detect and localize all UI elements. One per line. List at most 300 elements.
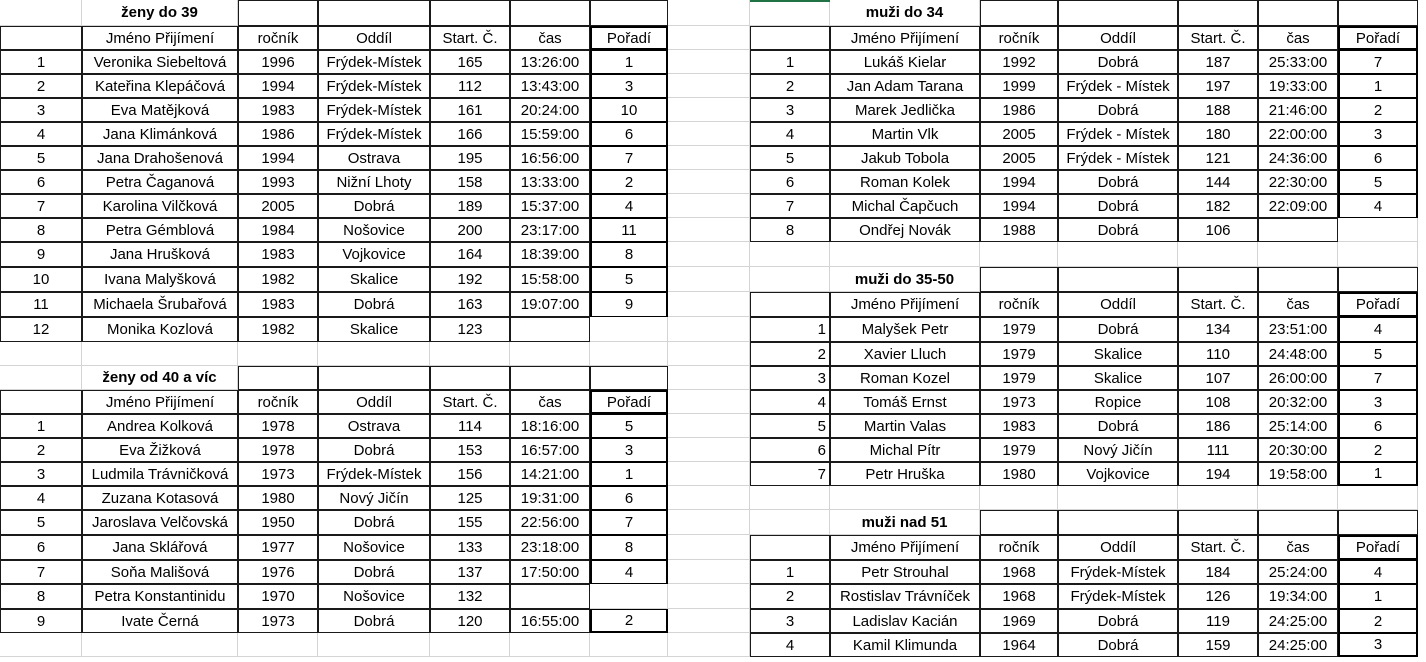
cell-name[interactable]: Marek Jedlička [830,98,980,122]
cell-time[interactable]: 18:39:00 [510,242,590,267]
cell-time[interactable]: 23:18:00 [510,535,590,560]
cell-name[interactable]: Andrea Kolková [82,414,238,438]
cell-rank[interactable]: 3 [590,74,668,98]
cell-club[interactable]: Dobrá [1058,414,1178,438]
cell-rank[interactable]: 4 [1338,194,1418,218]
cell-start-number[interactable]: 111 [1178,438,1258,462]
empty-cell[interactable] [590,633,668,657]
empty-cell[interactable] [668,486,750,510]
cell-club[interactable]: Nošovice [318,584,430,609]
cell-year[interactable]: 1976 [238,560,318,584]
empty-cell[interactable] [668,609,750,633]
cell-time[interactable]: 24:36:00 [1258,146,1338,170]
cell-year[interactable]: 1980 [238,486,318,510]
header-number[interactable] [0,26,82,50]
cell-name[interactable]: Eva Matějková [82,98,238,122]
cell-rank[interactable]: 7 [1338,50,1418,74]
cell-rank[interactable]: 10 [590,98,668,122]
header-time[interactable]: čas [1258,292,1338,317]
cell-number[interactable]: 3 [750,609,830,633]
cell-club[interactable]: Skalice [1058,366,1178,390]
cell-number[interactable]: 5 [0,146,82,170]
cell-time[interactable]: 24:48:00 [1258,342,1338,366]
cell-start-number[interactable]: 161 [430,98,510,122]
cell-year[interactable]: 1979 [980,438,1058,462]
cell-time[interactable]: 16:57:00 [510,438,590,462]
empty-cell[interactable] [668,98,750,122]
title-row-cell[interactable] [1258,0,1338,26]
cell-start-number[interactable]: 132 [430,584,510,609]
cell-rank[interactable]: 3 [590,438,668,462]
cell-club[interactable]: Frýdek-Místek [318,122,430,146]
header-start-number[interactable]: Start. Č. [430,26,510,50]
cell-club[interactable]: Frýdek-Místek [318,462,430,486]
cell-number[interactable]: 7 [0,194,82,218]
title-row-cell[interactable] [980,510,1058,535]
cell-time[interactable]: 16:55:00 [510,609,590,633]
table-title[interactable]: muži do 35-50 [830,267,980,292]
empty-cell[interactable] [1178,486,1258,510]
cell-time[interactable]: 16:56:00 [510,146,590,170]
title-row-cell[interactable] [1258,510,1338,535]
cell-number[interactable]: 5 [750,414,830,438]
header-number[interactable] [750,26,830,50]
header-name[interactable]: Jméno Přijímení [830,535,980,560]
cell-time[interactable]: 22:00:00 [1258,122,1338,146]
cell-name[interactable]: Tomáš Ernst [830,390,980,414]
cell-number[interactable]: 2 [750,74,830,98]
empty-cell[interactable] [668,146,750,170]
cell-start-number[interactable]: 123 [430,317,510,342]
cell-start-number[interactable]: 180 [1178,122,1258,146]
title-row-cell[interactable] [980,0,1058,26]
cell-club[interactable]: Dobrá [1058,218,1178,242]
cell-time[interactable]: 22:56:00 [510,510,590,535]
cell-time[interactable]: 19:34:00 [1258,584,1338,609]
cell-club[interactable]: Dobrá [318,510,430,535]
cell-name[interactable]: Malyšek Petr [830,317,980,342]
cell-rank[interactable] [1338,218,1418,242]
empty-cell[interactable] [750,486,830,510]
cell-year[interactable]: 1993 [238,170,318,194]
cell-rank[interactable]: 5 [1338,170,1418,194]
cell-rank[interactable]: 7 [590,510,668,535]
title-row-cell[interactable] [238,366,318,390]
empty-cell[interactable] [82,633,238,657]
cell-name[interactable]: Jana Drahošenová [82,146,238,170]
cell-year[interactable]: 1994 [980,170,1058,194]
cell-rank[interactable]: 1 [1338,584,1418,609]
empty-cell[interactable] [238,633,318,657]
empty-cell[interactable] [980,242,1058,267]
cell-name[interactable]: Ludmila Trávničková [82,462,238,486]
empty-cell[interactable] [668,317,750,342]
empty-cell[interactable] [668,292,750,317]
table-title[interactable]: ženy do 39 [82,0,238,26]
cell-rank[interactable]: 5 [1338,342,1418,366]
cell-club[interactable]: Nošovice [318,218,430,242]
empty-cell[interactable] [668,560,750,584]
cell-start-number[interactable]: 119 [1178,609,1258,633]
cell-start-number[interactable]: 194 [1178,462,1258,486]
cell-name[interactable]: Karolina Vilčková [82,194,238,218]
cell-club[interactable]: Nižní Lhoty [318,170,430,194]
cell-name[interactable]: Petr Strouhal [830,560,980,584]
cell-start-number[interactable]: 156 [430,462,510,486]
cell-year[interactable]: 1973 [238,609,318,633]
cell-club[interactable]: Dobrá [1058,317,1178,342]
cell-club[interactable]: Frýdek - Místek [1058,74,1178,98]
cell-start-number[interactable]: 112 [430,74,510,98]
cell-start-number[interactable]: 188 [1178,98,1258,122]
empty-cell[interactable] [830,242,980,267]
cell-time[interactable] [510,317,590,342]
empty-cell[interactable] [668,170,750,194]
cell-rank[interactable]: 5 [590,267,668,292]
title-row-cell[interactable] [510,0,590,26]
empty-cell[interactable] [1338,242,1418,267]
empty-cell[interactable] [668,366,750,390]
cell-year[interactable]: 1982 [238,317,318,342]
cell-club[interactable]: Dobrá [1058,50,1178,74]
cell-time[interactable]: 19:31:00 [510,486,590,510]
cell-name[interactable]: Lukáš Kielar [830,50,980,74]
cell-club[interactable]: Dobrá [1058,633,1178,657]
empty-cell[interactable] [318,342,430,366]
cell-start-number[interactable]: 184 [1178,560,1258,584]
cell-start-number[interactable]: 164 [430,242,510,267]
cell-club[interactable]: Dobrá [318,292,430,317]
empty-cell[interactable] [668,122,750,146]
cell-start-number[interactable]: 197 [1178,74,1258,98]
cell-time[interactable]: 13:26:00 [510,50,590,74]
empty-cell[interactable] [590,342,668,366]
cell-name[interactable]: Petr Hruška [830,462,980,486]
cell-number[interactable]: 1 [750,317,830,342]
empty-cell[interactable] [668,584,750,609]
cell-time[interactable]: 15:37:00 [510,194,590,218]
header-start-number[interactable]: Start. Č. [1178,535,1258,560]
header-name[interactable]: Jméno Přijímení [82,390,238,414]
header-start-number[interactable]: Start. Č. [1178,26,1258,50]
cell-time[interactable]: 22:09:00 [1258,194,1338,218]
cell-club[interactable]: Frýdek-Místek [318,74,430,98]
header-year[interactable]: ročník [238,390,318,414]
cell-rank[interactable]: 3 [1338,122,1418,146]
cell-start-number[interactable]: 200 [430,218,510,242]
title-row-cell[interactable] [0,0,82,26]
cell-name[interactable]: Jaroslava Velčovská [82,510,238,535]
cell-year[interactable]: 1978 [238,438,318,462]
cell-club[interactable]: Ostrava [318,414,430,438]
cell-rank[interactable]: 8 [590,535,668,560]
cell-time[interactable]: 17:50:00 [510,560,590,584]
cell-start-number[interactable]: 114 [430,414,510,438]
empty-cell[interactable] [668,438,750,462]
title-row-cell[interactable] [750,510,830,535]
cell-start-number[interactable]: 134 [1178,317,1258,342]
cell-number[interactable]: 4 [0,122,82,146]
cell-rank[interactable]: 4 [1338,560,1418,584]
cell-year[interactable]: 1968 [980,560,1058,584]
cell-year[interactable]: 1950 [238,510,318,535]
cell-number[interactable]: 2 [0,74,82,98]
cell-year[interactable]: 1969 [980,609,1058,633]
cell-year[interactable]: 1979 [980,317,1058,342]
cell-year[interactable]: 1999 [980,74,1058,98]
cell-number[interactable]: 8 [0,584,82,609]
cell-start-number[interactable]: 108 [1178,390,1258,414]
empty-cell[interactable] [668,194,750,218]
empty-cell[interactable] [1058,242,1178,267]
empty-cell[interactable] [510,342,590,366]
title-row-cell[interactable] [318,366,430,390]
title-row-cell[interactable] [1178,510,1258,535]
header-name[interactable]: Jméno Přijímení [830,26,980,50]
cell-number[interactable]: 5 [0,510,82,535]
cell-name[interactable]: Roman Kolek [830,170,980,194]
cell-number[interactable]: 5 [750,146,830,170]
cell-club[interactable]: Vojkovice [1058,462,1178,486]
header-time[interactable]: čas [510,26,590,50]
cell-rank[interactable]: 6 [590,486,668,510]
cell-year[interactable]: 1973 [238,462,318,486]
header-time[interactable]: čas [510,390,590,414]
empty-cell[interactable] [318,633,430,657]
title-row-cell[interactable] [750,267,830,292]
cell-club[interactable]: Vojkovice [318,242,430,267]
cell-rank[interactable]: 6 [1338,146,1418,170]
header-rank[interactable]: Pořadí [1338,535,1418,560]
cell-club[interactable]: Dobrá [1058,194,1178,218]
title-row-cell[interactable] [980,267,1058,292]
cell-club[interactable]: Frýdek-Místek [318,50,430,74]
cell-name[interactable]: Michal Pítr [830,438,980,462]
empty-cell[interactable] [668,242,750,267]
cell-time[interactable]: 20:24:00 [510,98,590,122]
title-row-cell[interactable] [1058,0,1178,26]
cell-year[interactable]: 1994 [238,74,318,98]
cell-name[interactable]: Veronika Siebeltová [82,50,238,74]
header-rank[interactable]: Pořadí [590,390,668,414]
cell-year[interactable]: 2005 [980,122,1058,146]
cell-number[interactable]: 8 [750,218,830,242]
cell-time[interactable]: 22:30:00 [1258,170,1338,194]
empty-cell[interactable] [0,633,82,657]
cell-year[interactable]: 1986 [980,98,1058,122]
cell-start-number[interactable]: 121 [1178,146,1258,170]
cell-start-number[interactable]: 187 [1178,50,1258,74]
cell-number[interactable]: 3 [0,462,82,486]
header-club[interactable]: Oddíl [318,26,430,50]
cell-year[interactable]: 1992 [980,50,1058,74]
cell-club[interactable]: Dobrá [1058,98,1178,122]
cell-year[interactable]: 1980 [980,462,1058,486]
cell-name[interactable]: Jan Adam Tarana [830,74,980,98]
empty-cell[interactable] [510,633,590,657]
header-start-number[interactable]: Start. Č. [430,390,510,414]
cell-rank[interactable]: 4 [590,194,668,218]
cell-start-number[interactable]: 106 [1178,218,1258,242]
cell-club[interactable]: Frýdek-Místek [1058,584,1178,609]
empty-cell[interactable] [830,486,980,510]
cell-rank[interactable]: 7 [1338,366,1418,390]
header-rank[interactable]: Pořadí [1338,292,1418,317]
title-row-cell[interactable] [510,366,590,390]
cell-name[interactable]: Ivate Černá [82,609,238,633]
header-number[interactable] [0,390,82,414]
cell-name[interactable]: Petra Gémblová [82,218,238,242]
cell-number[interactable]: 1 [750,560,830,584]
cell-year[interactable]: 1964 [980,633,1058,657]
cell-time[interactable]: 13:33:00 [510,170,590,194]
cell-club[interactable]: Skalice [318,267,430,292]
cell-name[interactable]: Petra Čaganová [82,170,238,194]
cell-year[interactable]: 1988 [980,218,1058,242]
cell-club[interactable]: Nový Jičín [318,486,430,510]
cell-club[interactable]: Dobrá [1058,609,1178,633]
cell-year[interactable]: 2005 [238,194,318,218]
cell-name[interactable]: Soňa Mališová [82,560,238,584]
title-row-cell[interactable] [1338,510,1418,535]
header-club[interactable]: Oddíl [318,390,430,414]
cell-year[interactable]: 1983 [238,292,318,317]
cell-time[interactable]: 24:25:00 [1258,609,1338,633]
empty-cell[interactable] [668,414,750,438]
empty-cell[interactable] [980,486,1058,510]
cell-number[interactable]: 2 [750,342,830,366]
cell-time[interactable]: 24:25:00 [1258,633,1338,657]
cell-name[interactable]: Monika Kozlová [82,317,238,342]
cell-start-number[interactable]: 159 [1178,633,1258,657]
cell-name[interactable]: Michaela Šrubařová [82,292,238,317]
cell-rank[interactable]: 1 [1338,462,1418,486]
title-row-cell[interactable] [1338,0,1418,26]
cell-time[interactable]: 23:51:00 [1258,317,1338,342]
cell-start-number[interactable]: 158 [430,170,510,194]
cell-start-number[interactable]: 192 [430,267,510,292]
title-row-cell[interactable] [1258,267,1338,292]
cell-time[interactable]: 13:43:00 [510,74,590,98]
empty-cell[interactable] [668,342,750,366]
cell-club[interactable]: Skalice [1058,342,1178,366]
title-row-cell[interactable] [590,366,668,390]
cell-start-number[interactable]: 186 [1178,414,1258,438]
cell-rank[interactable]: 2 [1338,98,1418,122]
empty-cell[interactable] [750,242,830,267]
cell-rank[interactable]: 1 [1338,74,1418,98]
cell-time[interactable]: 14:21:00 [510,462,590,486]
cell-time[interactable] [1258,218,1338,242]
cell-start-number[interactable]: 144 [1178,170,1258,194]
cell-number[interactable]: 7 [750,194,830,218]
cell-start-number[interactable]: 110 [1178,342,1258,366]
cell-year[interactable]: 1983 [238,98,318,122]
cell-time[interactable] [510,584,590,609]
cell-rank[interactable]: 3 [1338,633,1418,657]
cell-club[interactable]: Ropice [1058,390,1178,414]
cell-rank[interactable]: 1 [590,50,668,74]
cell-year[interactable]: 1968 [980,584,1058,609]
cell-name[interactable]: Ladislav Kacián [830,609,980,633]
cell-name[interactable]: Kateřina Klepáčová [82,74,238,98]
cell-rank[interactable]: 11 [590,218,668,242]
empty-cell[interactable] [668,633,750,657]
cell-name[interactable]: Xavier Lluch [830,342,980,366]
cell-number[interactable]: 9 [0,609,82,633]
cell-start-number[interactable]: 125 [430,486,510,510]
cell-number[interactable]: 9 [0,242,82,267]
cell-start-number[interactable]: 153 [430,438,510,462]
cell-name[interactable]: Kamil Klimunda [830,633,980,657]
header-start-number[interactable]: Start. Č. [1178,292,1258,317]
title-row-cell[interactable] [590,0,668,26]
empty-cell[interactable] [1178,242,1258,267]
title-row-cell[interactable] [1178,267,1258,292]
cell-number[interactable]: 6 [0,535,82,560]
title-row-cell[interactable] [238,0,318,26]
cell-name[interactable]: Jakub Tobola [830,146,980,170]
cell-number[interactable]: 1 [750,50,830,74]
cell-rank[interactable]: 4 [590,560,668,584]
cell-number[interactable]: 11 [0,292,82,317]
cell-club[interactable]: Dobrá [318,438,430,462]
cell-rank[interactable]: 2 [1338,438,1418,462]
empty-cell[interactable] [668,0,750,26]
cell-time[interactable]: 20:30:00 [1258,438,1338,462]
cell-name[interactable]: Ondřej Novák [830,218,980,242]
title-row-cell[interactable] [1338,267,1418,292]
cell-number[interactable]: 6 [750,438,830,462]
table-title[interactable]: ženy od 40 a víc [82,366,238,390]
cell-club[interactable]: Dobrá [318,194,430,218]
empty-cell[interactable] [1258,486,1338,510]
cell-club[interactable]: Nový Jičín [1058,438,1178,462]
empty-cell[interactable] [0,342,82,366]
empty-cell[interactable] [82,342,238,366]
cell-start-number[interactable]: 165 [430,50,510,74]
empty-cell[interactable] [668,74,750,98]
empty-cell[interactable] [668,50,750,74]
cell-name[interactable]: Michal Čapčuch [830,194,980,218]
header-name[interactable]: Jméno Přijímení [830,292,980,317]
header-number[interactable] [750,292,830,317]
title-row-cell[interactable] [0,366,82,390]
cell-start-number[interactable]: 163 [430,292,510,317]
cell-year[interactable]: 1994 [238,146,318,170]
cell-number[interactable]: 4 [750,390,830,414]
empty-cell[interactable] [430,633,510,657]
header-club[interactable]: Oddíl [1058,292,1178,317]
cell-club[interactable]: Ostrava [318,146,430,170]
cell-club[interactable]: Frýdek - Místek [1058,146,1178,170]
cell-name[interactable]: Ivana Malyšková [82,267,238,292]
cell-year[interactable]: 1978 [238,414,318,438]
cell-start-number[interactable]: 195 [430,146,510,170]
cell-rank[interactable] [590,584,668,609]
cell-number[interactable]: 3 [750,98,830,122]
cell-time[interactable]: 15:59:00 [510,122,590,146]
cell-start-number[interactable]: 182 [1178,194,1258,218]
title-row-cell[interactable] [750,0,830,26]
cell-club[interactable]: Dobrá [1058,170,1178,194]
cell-number[interactable]: 1 [0,50,82,74]
cell-rank[interactable]: 3 [1338,390,1418,414]
cell-year[interactable]: 1977 [238,535,318,560]
cell-club[interactable]: Frýdek-Místek [318,98,430,122]
cell-time[interactable]: 19:58:00 [1258,462,1338,486]
cell-number[interactable]: 7 [750,462,830,486]
